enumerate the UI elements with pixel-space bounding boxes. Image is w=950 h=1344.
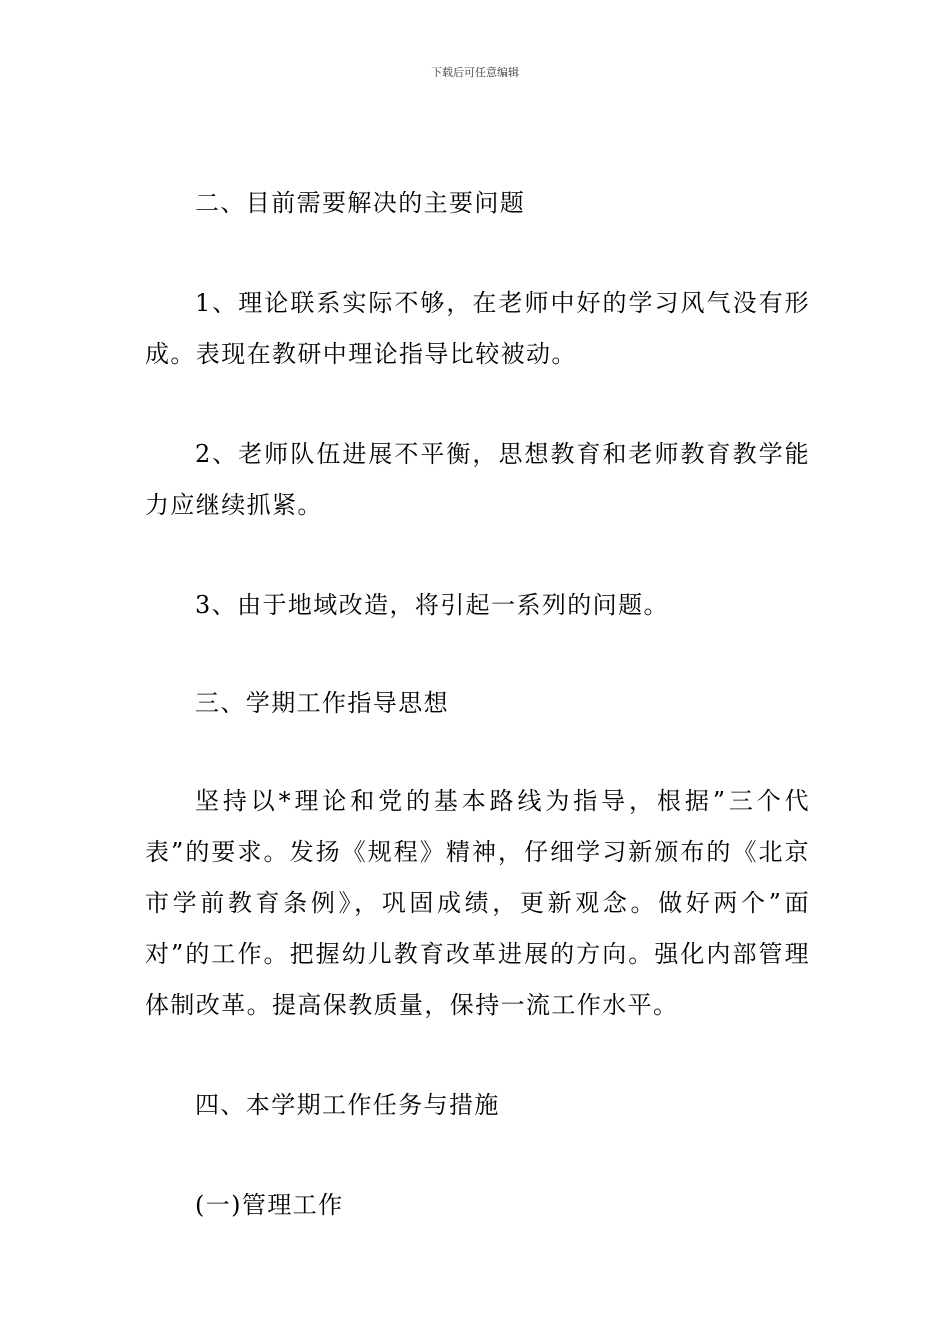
- section-heading-problems: 二、目前需要解决的主要问题: [195, 189, 526, 217]
- guiding-thought-paragraph: 坚持以*理论和党的基本路线为指导，根据”三个代表”的要求。发扬《规程》精神，仔细学习新颁布的《北京市学前教育条例》，巩固成绩，更新观念。做好两个”面对”的工作。把握幼儿教育改革进展的方向。强化内部管理体制改革。提高保教质量，保持一流工作水平。: [145, 787, 810, 1019]
- problem-item-3: 3、由于地域改造，将引起一系列的问题。: [195, 591, 669, 619]
- problem-item-2: 2、老师队伍进展不平衡，思想教育和老师教育教学能力应继续抓紧。: [145, 440, 810, 519]
- subsection-heading-management: (一)管理工作: [195, 1191, 344, 1219]
- section-heading-tasks: 四、本学期工作任务与措施: [195, 1091, 500, 1119]
- document-body: [145, 178, 810, 1231]
- page-header: 下载后可任意编辑: [431, 66, 519, 79]
- section-heading-guiding-thought: 三、学期工作指导思想: [195, 689, 449, 717]
- problem-item-1: 1、理论联系实际不够，在老师中好的学习风气没有形成。表现在教研中理论指导比较被动。: [145, 289, 810, 368]
